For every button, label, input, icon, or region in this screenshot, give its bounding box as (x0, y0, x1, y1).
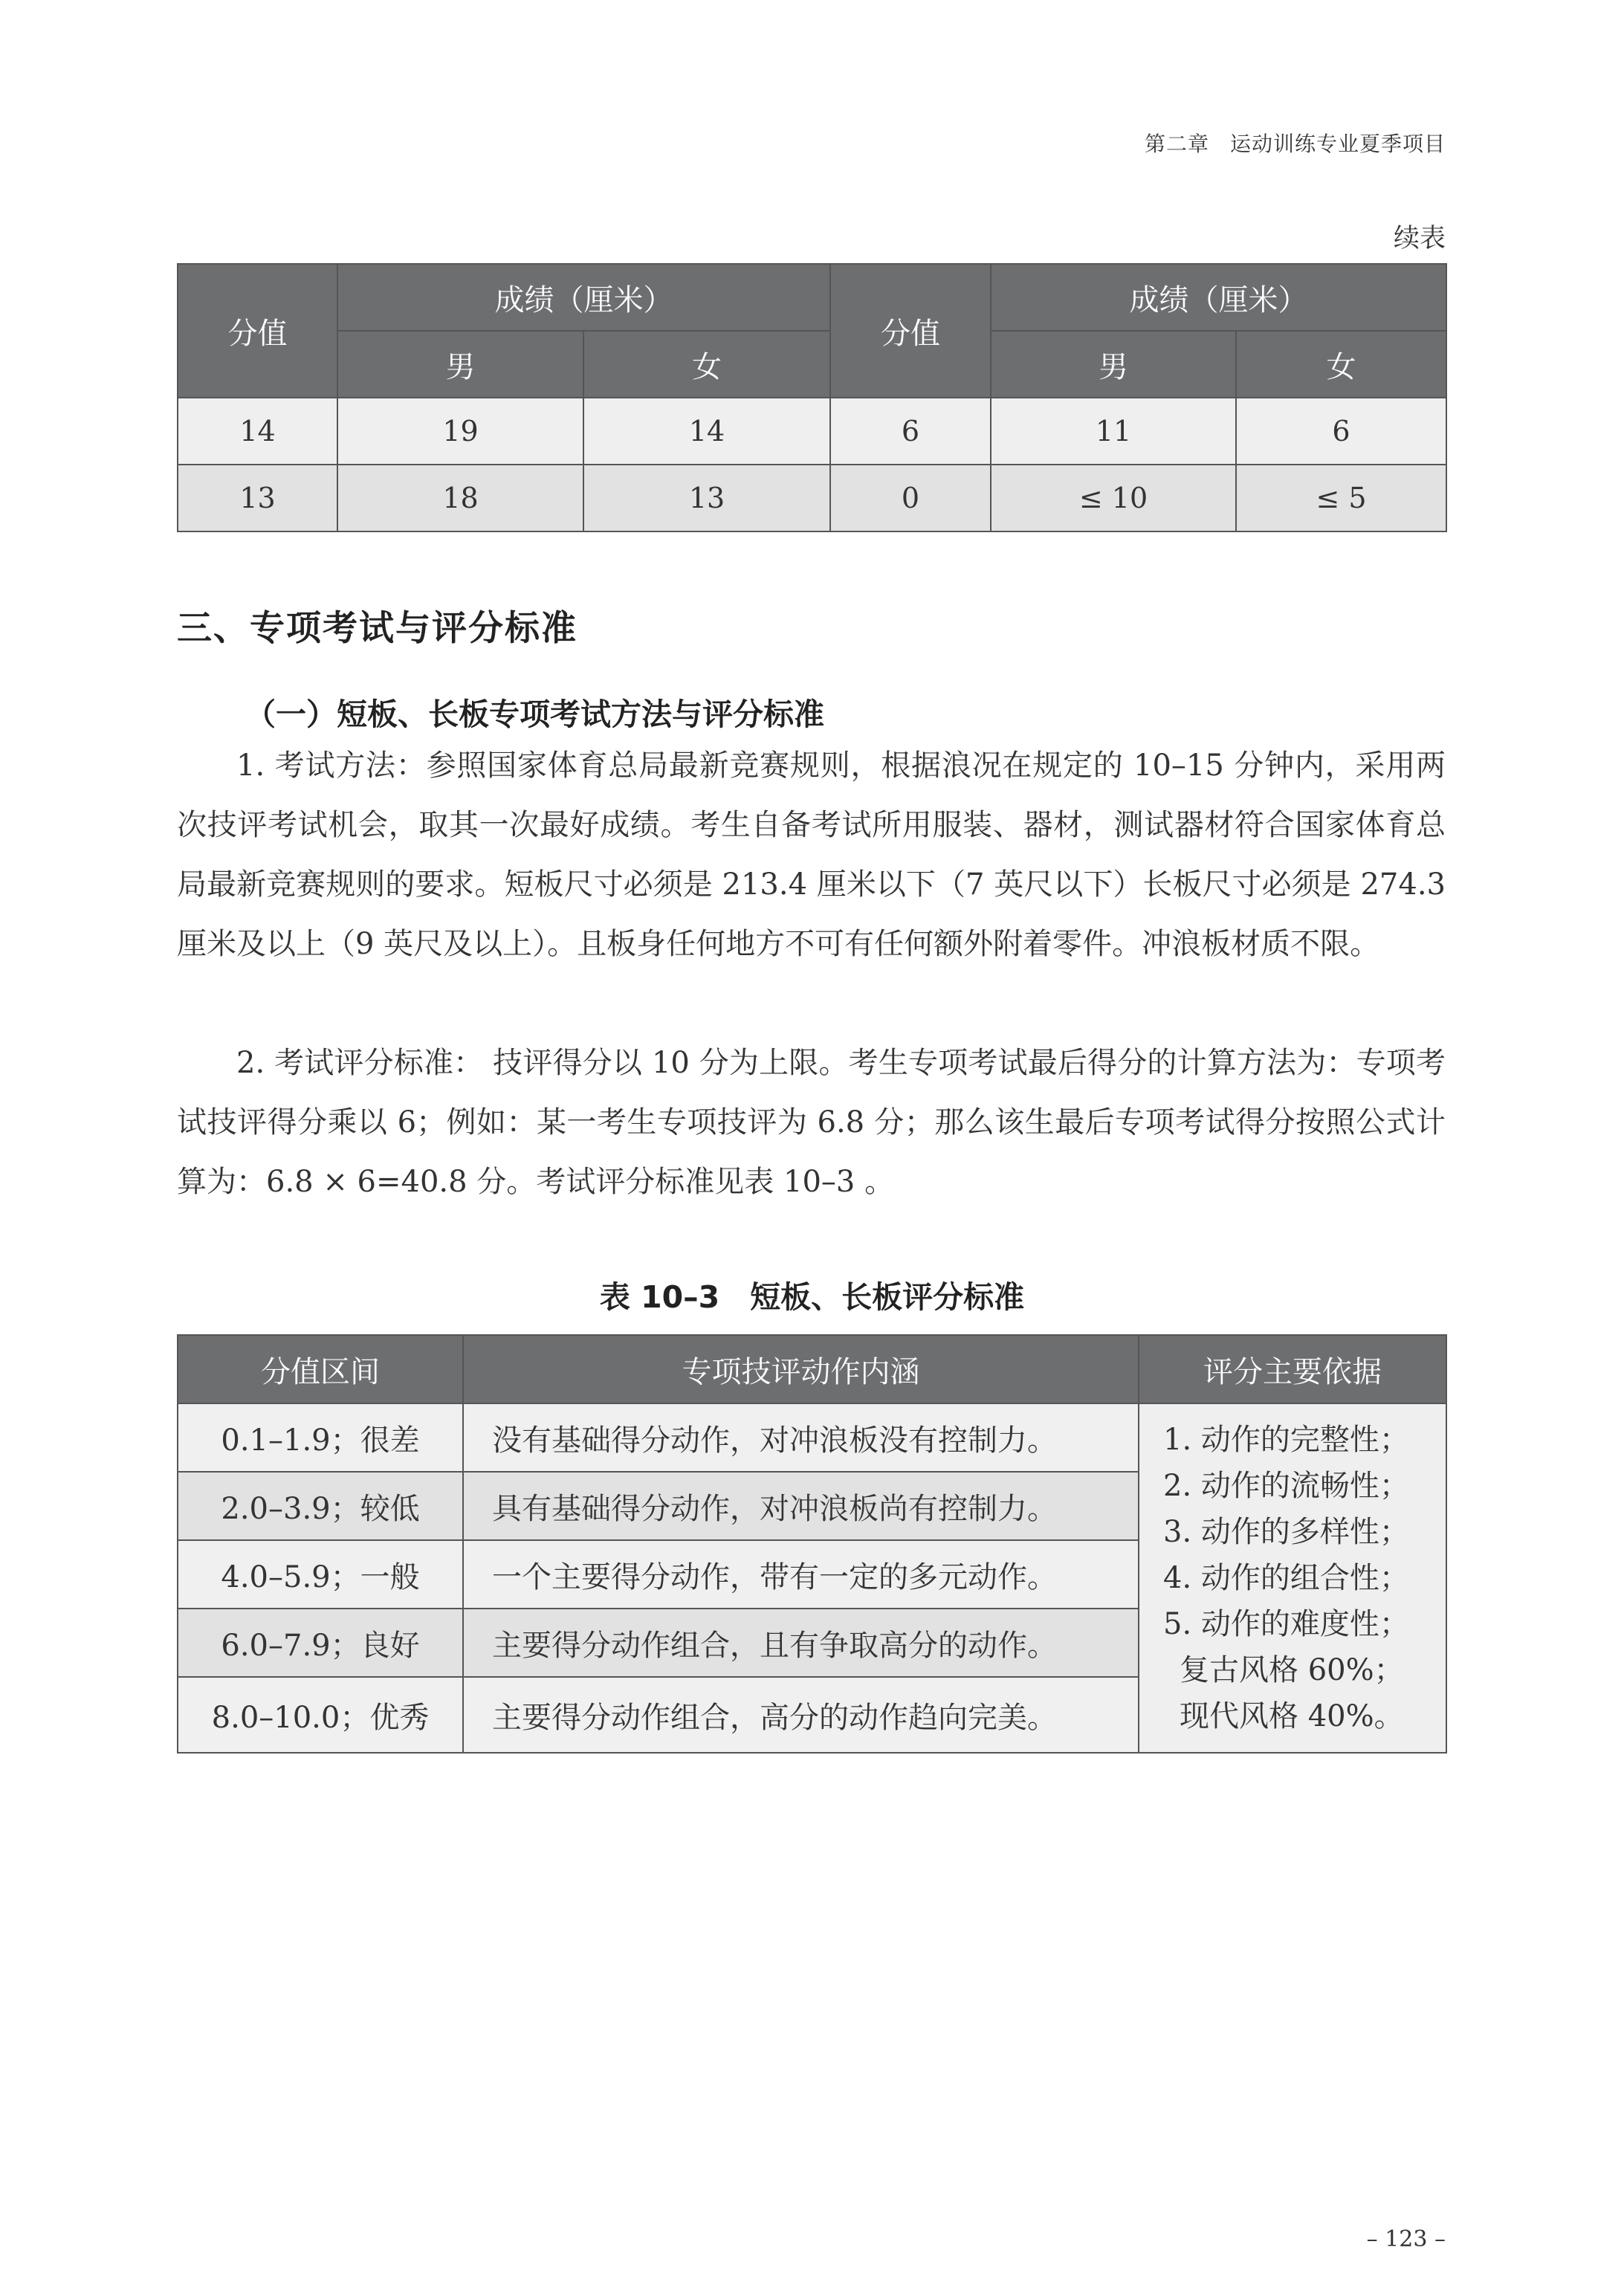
table-cell: 6 (830, 398, 991, 465)
subsection-title: （一）短板、长板专项考试方法与评分标准 (245, 696, 824, 732)
chapter-label: 第二章 (1144, 132, 1209, 156)
score-table-continued (177, 263, 1447, 532)
table-row (178, 1403, 1446, 1472)
basis-item: 4. 动作的组合性； (1163, 1561, 1409, 1595)
header-male-right: 男 (991, 331, 1236, 398)
score-range-cell: 8.0–10.0；优秀 (178, 1677, 463, 1753)
technique-cell: 一个主要得分动作，带有一定的多元动作。 (463, 1540, 1139, 1609)
paragraph-exam-method: 1. 考试方法：参照国家体育总局最新竞赛规则，根据浪况在规定的 10–15 分钟内，采用两次技评考试机会，取其一次最好成绩。考生自备考试所用服装、器材，测试器材符合国家体育总局最新竞赛规则的要求。短板尺寸必须是 213.4 厘米以下（7 英尺以下）长板尺寸必须是 274.3 厘米及以上（9 英尺及以上）。且板身任何地方不可有任何额外附着零件。冲浪板材质不限。 (177, 749, 1446, 961)
score-range-cell: 2.0–3.9；较低 (178, 1472, 463, 1540)
header-result-left: 成绩（厘米） (337, 264, 830, 331)
table-cell: 18 (337, 465, 583, 531)
header-scoring-basis: 评分主要依据 (1139, 1335, 1446, 1403)
table-row (178, 465, 1446, 531)
header-female-left: 女 (583, 331, 830, 398)
header-score-range: 分值区间 (178, 1335, 463, 1403)
basis-item: 1. 动作的完整性； (1163, 1423, 1409, 1457)
basis-item: 2. 动作的流畅性； (1163, 1469, 1409, 1503)
table-cell: 0 (830, 465, 991, 531)
chapter-title: 运动训练专业夏季项目 (1229, 132, 1446, 156)
header-male-left: 男 (337, 331, 583, 398)
header-female-right: 女 (1236, 331, 1446, 398)
page-number: – 123 – (1366, 2226, 1446, 2252)
basis-item: 3. 动作的多样性； (1163, 1515, 1409, 1549)
paragraph-scoring-standard: 2. 考试评分标准： 技评得分以 10 分为上限。考生专项考试最后得分的计算方法为：专项考试技评得分乘以 6；例如：某一考生专项技评为 6.8 分；那么该生最后专项考试得分按照公式计算为：6.8 × 6=40.8 分。考试评分标准见表 10–3 。 (177, 1046, 1446, 1199)
header-score-left: 分值 (178, 264, 337, 398)
table-cell: 13 (178, 465, 337, 531)
table-cell: ≤ 5 (1236, 465, 1446, 531)
technique-cell: 主要得分动作组合，高分的动作趋向完美。 (463, 1677, 1139, 1753)
table-cell: 11 (991, 398, 1236, 465)
table-cell: ≤ 10 (991, 465, 1236, 531)
continued-table-label: 续表 (1393, 224, 1446, 253)
basis-item: 5. 动作的难度性； (1163, 1607, 1409, 1641)
table-row (178, 398, 1446, 465)
running-header (1145, 128, 1446, 158)
header-technique-content: 专项技评动作内涵 (463, 1335, 1139, 1403)
score-range-cell: 4.0–5.9；一般 (178, 1540, 463, 1609)
scoring-standard-table (177, 1334, 1447, 1753)
table-cell: 13 (583, 465, 830, 531)
scoring-basis-cell (1139, 1403, 1446, 1753)
technique-cell: 主要得分动作组合，且有争取高分的动作。 (463, 1609, 1139, 1677)
table-cell: 14 (178, 398, 337, 465)
table-caption: 表 10–3 短板、长板评分标准 (599, 1279, 1025, 1315)
basis-item: 现代风格 40%。 (1180, 1699, 1404, 1733)
section-title: 三、专项考试与评分标准 (177, 608, 578, 649)
table-cell: 14 (583, 398, 830, 465)
header-result-right: 成绩（厘米） (991, 264, 1446, 331)
score-range-cell: 0.1–1.9；很差 (178, 1403, 463, 1472)
technique-cell: 具有基础得分动作，对冲浪板尚有控制力。 (463, 1472, 1139, 1540)
table-cell: 6 (1236, 398, 1446, 465)
score-range-cell: 6.0–7.9；良好 (178, 1609, 463, 1677)
basis-item: 复古风格 60%； (1180, 1653, 1404, 1687)
table-cell: 19 (337, 398, 583, 465)
header-score-right: 分值 (830, 264, 991, 398)
technique-cell: 没有基础得分动作，对冲浪板没有控制力。 (463, 1403, 1139, 1472)
